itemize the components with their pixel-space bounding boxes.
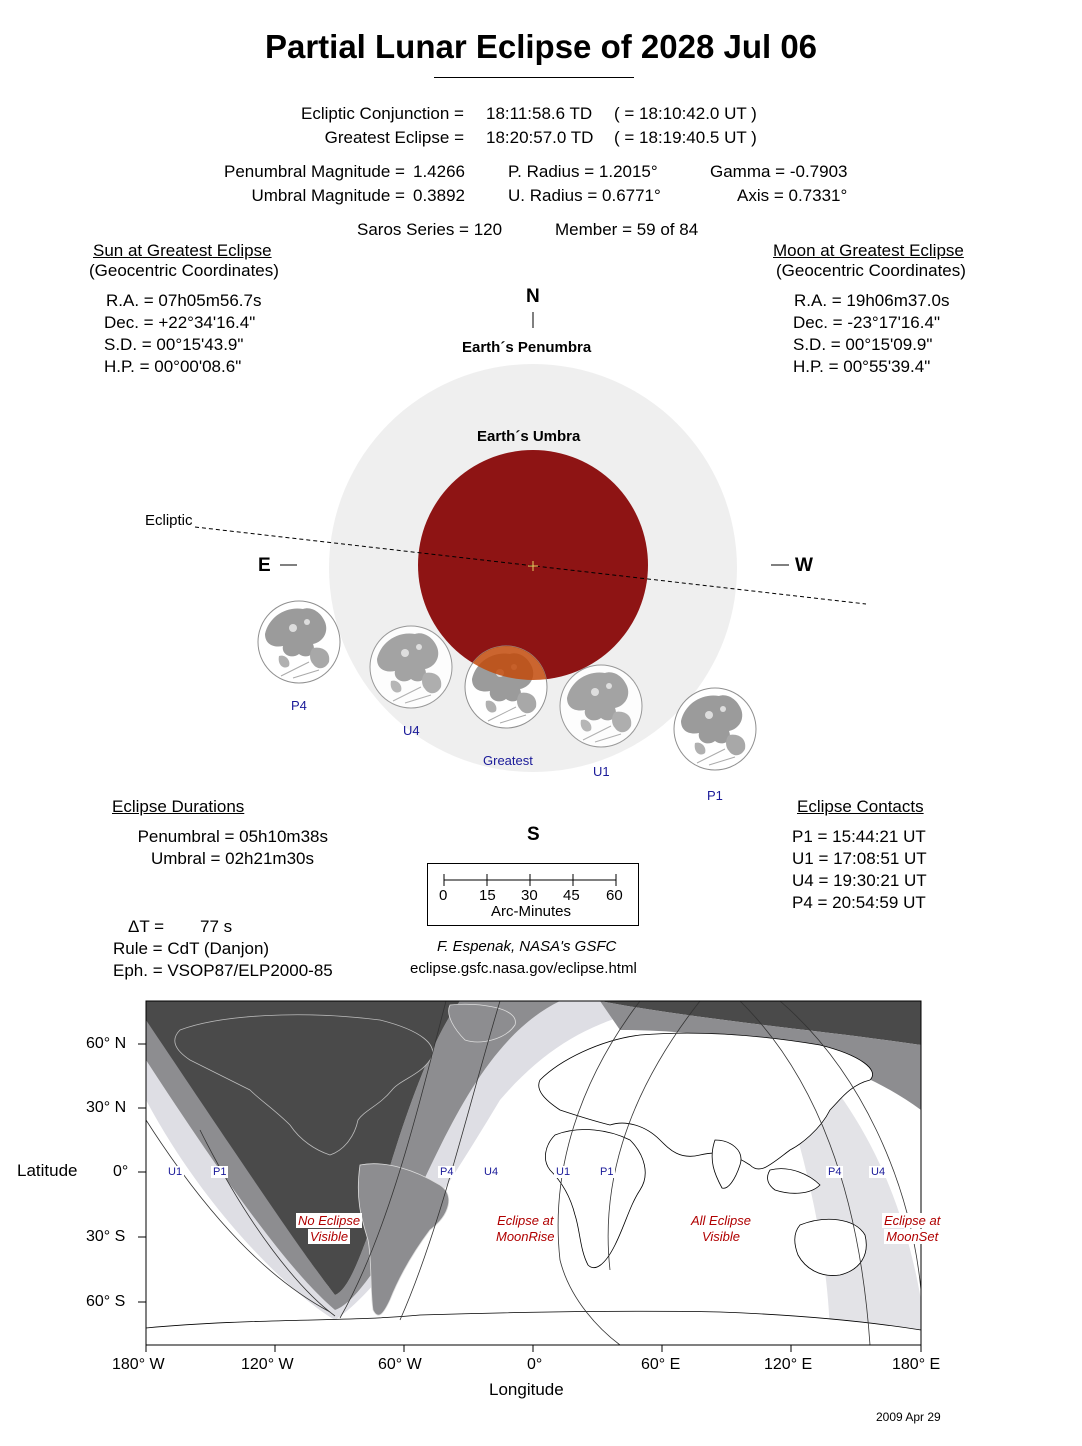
region-moonrise: Eclipse at MoonRise bbox=[496, 1213, 555, 1244]
moon-label-u4: U4 bbox=[403, 723, 420, 738]
region-all-visible: All Eclipse Visible bbox=[691, 1213, 751, 1244]
longitude-label: Longitude bbox=[489, 1380, 564, 1399]
moon-dec: Dec. = -23°17'16.4" bbox=[793, 313, 940, 332]
umbral-magnitude-label: Umbral Magnitude = bbox=[251, 186, 405, 205]
umbra-label: Earth´s Umbra bbox=[477, 428, 581, 445]
map-contact-p4-west: P4 bbox=[440, 1166, 454, 1178]
contact-p1: P1 = 15:44:21 UT bbox=[792, 827, 926, 846]
lon-tick-120e: 120° E bbox=[764, 1356, 813, 1373]
conjunction-label: Ecliptic Conjunction = bbox=[300, 104, 464, 123]
lon-tick-60e: 60° E bbox=[641, 1356, 681, 1373]
map-contact-u1-west: U1 bbox=[168, 1166, 183, 1178]
delta-t-label: ΔT = bbox=[128, 917, 165, 936]
page-title: Partial Lunar Eclipse of 2028 Jul 06 bbox=[264, 28, 818, 65]
sun-sd: S.D. = 00°15'43.9" bbox=[104, 335, 244, 354]
lon-tick-180w: 180° W bbox=[112, 1356, 165, 1373]
greatest-ut: ( = 18:19:40.5 UT ) bbox=[614, 128, 757, 147]
sun-hp: H.P. = 00°00'08.6" bbox=[104, 357, 242, 376]
moon-ra: R.A. = 19h06m37.0s bbox=[794, 291, 950, 310]
saros-series: Saros Series = 120 bbox=[357, 220, 503, 239]
sun-subheading: (Geocentric Coordinates) bbox=[89, 261, 279, 280]
lat-tick-30n: 30° N bbox=[86, 1099, 127, 1116]
duration-umbral: Umbral = 02h21m30s bbox=[150, 849, 314, 868]
scale-tick-15: 15 bbox=[479, 887, 496, 904]
map-contact-u1-east: U1 bbox=[556, 1166, 571, 1178]
lon-tick-120w: 120° W bbox=[241, 1356, 294, 1373]
south-label: S bbox=[527, 824, 540, 845]
scale-tick-60: 60 bbox=[606, 887, 623, 904]
scale-tick-45: 45 bbox=[563, 887, 580, 904]
contact-u1: U1 = 17:08:51 UT bbox=[792, 849, 927, 868]
west-label: W bbox=[795, 555, 813, 576]
conjunction-ut: ( = 18:10:42.0 UT ) bbox=[614, 104, 757, 123]
axis-value: Axis = 0.7331° bbox=[737, 186, 848, 205]
moon-hp: H.P. = 00°55'39.4" bbox=[793, 357, 931, 376]
map-contact-p1-west: P1 bbox=[213, 1166, 227, 1178]
lat-tick-30s: 30° S bbox=[86, 1228, 126, 1245]
map-contact-p4-east: P4 bbox=[828, 1166, 842, 1178]
region-no-eclipse: No Eclipse Visible bbox=[298, 1213, 361, 1244]
moon-label-p4: P4 bbox=[291, 698, 307, 713]
map-contact-u4-east: U4 bbox=[871, 1166, 886, 1178]
penumbral-magnitude-label: Penumbral Magnitude = bbox=[224, 162, 405, 181]
durations-heading: Eclipse Durations bbox=[112, 797, 245, 816]
contacts-heading: Eclipse Contacts bbox=[797, 797, 924, 816]
north-label: N bbox=[526, 286, 540, 307]
gamma-value: Gamma = -0.7903 bbox=[710, 162, 848, 181]
map-contact-u4-west: U4 bbox=[484, 1166, 499, 1178]
contact-u4: U4 = 19:30:21 UT bbox=[792, 871, 927, 890]
scale-tick-30: 30 bbox=[521, 887, 538, 904]
website-link[interactable]: eclipse.gsfc.nasa.gov/eclipse.html bbox=[410, 960, 637, 977]
scale-tick-0: 0 bbox=[439, 887, 448, 904]
greatest-label: Greatest Eclipse = bbox=[324, 128, 464, 147]
region-moonset: Eclipse at MoonSet bbox=[884, 1213, 941, 1244]
moon-sd: S.D. = 00°15'09.9" bbox=[793, 335, 933, 354]
lon-tick-0: 0° bbox=[527, 1356, 543, 1373]
map-contact-p1-east: P1 bbox=[600, 1166, 614, 1178]
moon-heading: Moon at Greatest Eclipse bbox=[773, 241, 964, 260]
lat-tick-60n: 60° N bbox=[86, 1035, 127, 1052]
penumbra-label: Earth´s Penumbra bbox=[462, 339, 592, 356]
greatest-td: 18:20:57.0 TD bbox=[486, 128, 594, 147]
conjunction-td: 18:11:58.6 TD bbox=[486, 104, 593, 123]
moon-label-p1: P1 bbox=[707, 788, 723, 803]
ephemeris-text: Eph. = VSOP87/ELP2000-85 bbox=[113, 961, 333, 980]
sun-ra: R.A. = 07h05m56.7s bbox=[106, 291, 262, 310]
penumbra-radius: P. Radius = 1.2015° bbox=[508, 162, 658, 181]
ecliptic-label: Ecliptic bbox=[145, 512, 193, 529]
duration-penumbral: Penumbral = 05h10m38s bbox=[137, 827, 328, 846]
delta-t-value: 77 s bbox=[200, 917, 233, 936]
credit-text: F. Espenak, NASA's GSFC bbox=[437, 938, 617, 955]
lat-tick-0: 0° bbox=[113, 1163, 129, 1180]
contact-p4: P4 = 20:54:59 UT bbox=[792, 893, 926, 912]
moon-subheading: (Geocentric Coordinates) bbox=[776, 261, 966, 280]
sun-heading: Sun at Greatest Eclipse bbox=[93, 241, 272, 260]
moon-label-greatest: Greatest bbox=[483, 753, 533, 768]
lat-tick-60s: 60° S bbox=[86, 1293, 126, 1310]
penumbral-magnitude-value: 1.4266 bbox=[413, 162, 465, 181]
scale-label: Arc-Minutes bbox=[491, 903, 572, 920]
latitude-label: Latitude bbox=[17, 1161, 78, 1180]
moon-label-u1: U1 bbox=[593, 764, 610, 779]
rule-text: Rule = CdT (Danjon) bbox=[113, 939, 270, 958]
lon-tick-60w: 60° W bbox=[378, 1356, 422, 1373]
umbral-magnitude-value: 0.3892 bbox=[413, 186, 465, 205]
umbra-radius: U. Radius = 0.6771° bbox=[508, 186, 661, 205]
lon-tick-180e: 180° E bbox=[892, 1356, 941, 1373]
east-label: E bbox=[258, 555, 271, 576]
generated-date: 2009 Apr 29 bbox=[876, 1410, 941, 1424]
sun-dec: Dec. = +22°34'16.4" bbox=[104, 313, 256, 332]
saros-member: Member = 59 of 84 bbox=[555, 220, 699, 239]
